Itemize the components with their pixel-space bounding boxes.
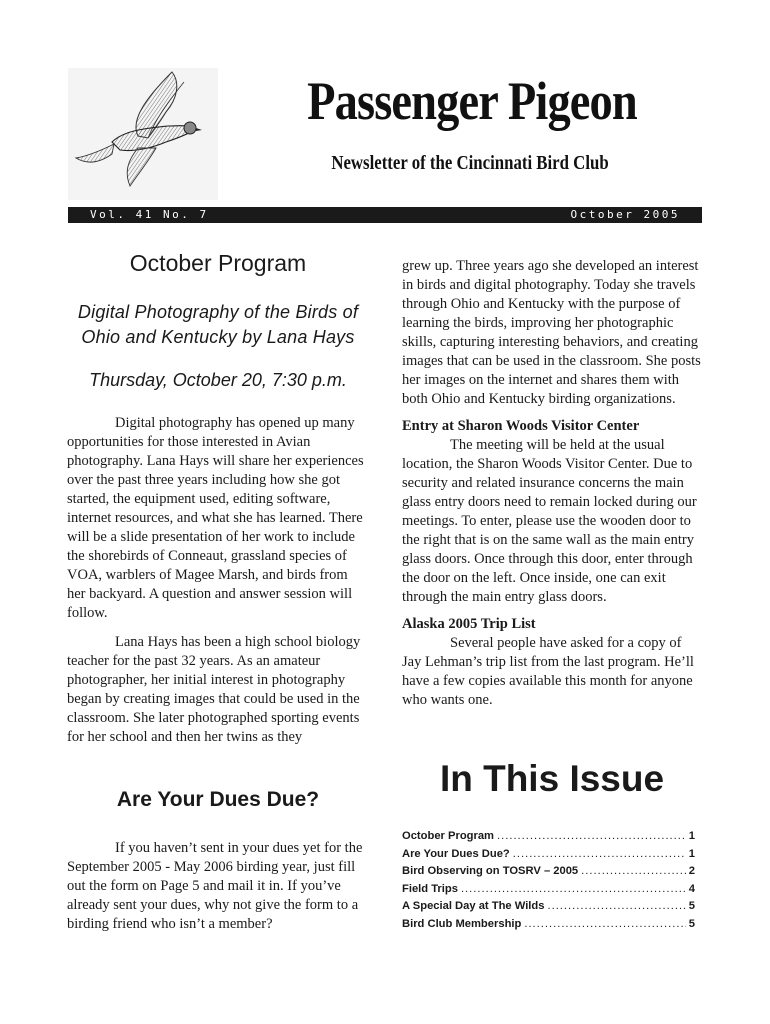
toc-item[interactable]: [402, 863, 695, 881]
toc-item-page: 1: [688, 847, 695, 860]
program-date-time: Thursday, October 20, 7:30 p.m.: [89, 370, 347, 390]
toc-item-label: Are Your Dues Due?: [402, 847, 510, 860]
october-program-heading: October Program: [129, 250, 307, 276]
toc-item-page: 5: [688, 900, 695, 912]
toc-item-page: 1: [688, 830, 695, 842]
table-of-contents: [402, 828, 695, 933]
toc-item-label: A Special Day at The Wilds: [402, 900, 545, 912]
toc-leader: [524, 916, 685, 934]
dues-paragraph: If you haven’t sent in your dues yet for the September 2005 - May 2006 birding year, just fill out the form on Page 5 and mail it in. If you’ve already sent your dues, why not give the form to a birding friend who isn’t a member?: [67, 840, 363, 932]
dues-body: [67, 839, 367, 934]
toc-leader: [581, 863, 686, 881]
toc-leader: [547, 898, 685, 916]
volume-bar: [68, 207, 702, 223]
toc-item-label: October Program: [402, 830, 495, 842]
toc-item-page: 2: [688, 865, 695, 877]
entry-heading: Entry at Sharon Woods Visitor Center: [402, 418, 640, 434]
program-paragraph-1: Digital photography has opened up many opportunities for those interested in Avian photography. Lana Hays will share her experiences over the past three years including how she got started, the equipment used, editing software, internet resources, and what she has learned. There will be a slide presentation of her work to include the shorebirds of Conneaut, grassland species of VOA, warblers of Magee Marsh, and birds from her backyard. A question and answer session will follow.: [67, 415, 364, 621]
in-this-issue-heading: In This Issue: [439, 758, 665, 799]
program-title: [72, 300, 364, 350]
program-paragraph-2-continued: grew up. Three years ago she developed an interest in birds and digital photography. Today she travels through Ohio and Kentucky with the purpose of learning the birds, improving her photographic skills, capturing interesting behaviors, and creating images that can be used in the classroom. She posts her images on the internet and shares them with both Ohio and Kentucky birding organizations.: [402, 258, 701, 407]
newsletter-title: Passenger Pigeon: [307, 71, 637, 131]
toc-item[interactable]: [402, 881, 695, 899]
toc-item[interactable]: [402, 898, 695, 916]
toc-item[interactable]: [402, 828, 695, 846]
alaska-heading: Alaska 2005 Trip List: [402, 616, 536, 632]
toc-item-label: Bird Observing on TOSRV – 2005: [402, 865, 579, 877]
toc-leader: [461, 881, 686, 899]
toc-leader: [497, 828, 686, 846]
right-column-text: [402, 257, 702, 710]
newsletter-subtitle: Newsletter of the Cincinnati Bird Club: [331, 152, 609, 174]
pigeon-illustration-icon: [68, 68, 218, 200]
toc-item[interactable]: [402, 916, 695, 934]
program-title-line2: Ohio and Kentucky by Lana Hays: [81, 327, 355, 347]
toc-item-label: Field Trips: [402, 882, 458, 895]
toc-item[interactable]: [402, 846, 695, 864]
alaska-paragraph: Several people have asked for a copy of Jay Lehman’s trip list from the last program. He’ll have a few copies available this month for anyone who wants one.: [402, 635, 694, 708]
toc-item-page: 5: [688, 917, 695, 930]
toc-leader: [513, 846, 686, 864]
volume-number: Vol. 41 No. 7: [90, 208, 209, 221]
toc-item-page: 4: [688, 882, 695, 895]
program-body: [67, 414, 367, 747]
program-paragraph-2: Lana Hays has been a high school biology teacher for the past 32 years. As an amateur photographer, her initial interest in photography began by creating images that could be used in the classroom. She later photographed sporting events for her school and then her twins as they: [67, 634, 361, 745]
dues-heading: Are Your Dues Due?: [116, 788, 320, 811]
program-title-line1: Digital Photography of the Birds of: [77, 302, 359, 322]
entry-paragraph: The meeting will be held at the usual location, the Sharon Woods Visitor Center. Due to security and related insurance concerns the main glass entry doors need to remain locked during our meetings. To enter, please use the wooden door to the right that is on the same wall as the main entry glass doors. Once through this door, enter through the door on the left. Once inside, one can exit through the main entry glass doors.: [402, 437, 697, 605]
toc-item-label: Bird Club Membership: [402, 917, 522, 930]
issue-date: October 2005: [570, 208, 680, 221]
